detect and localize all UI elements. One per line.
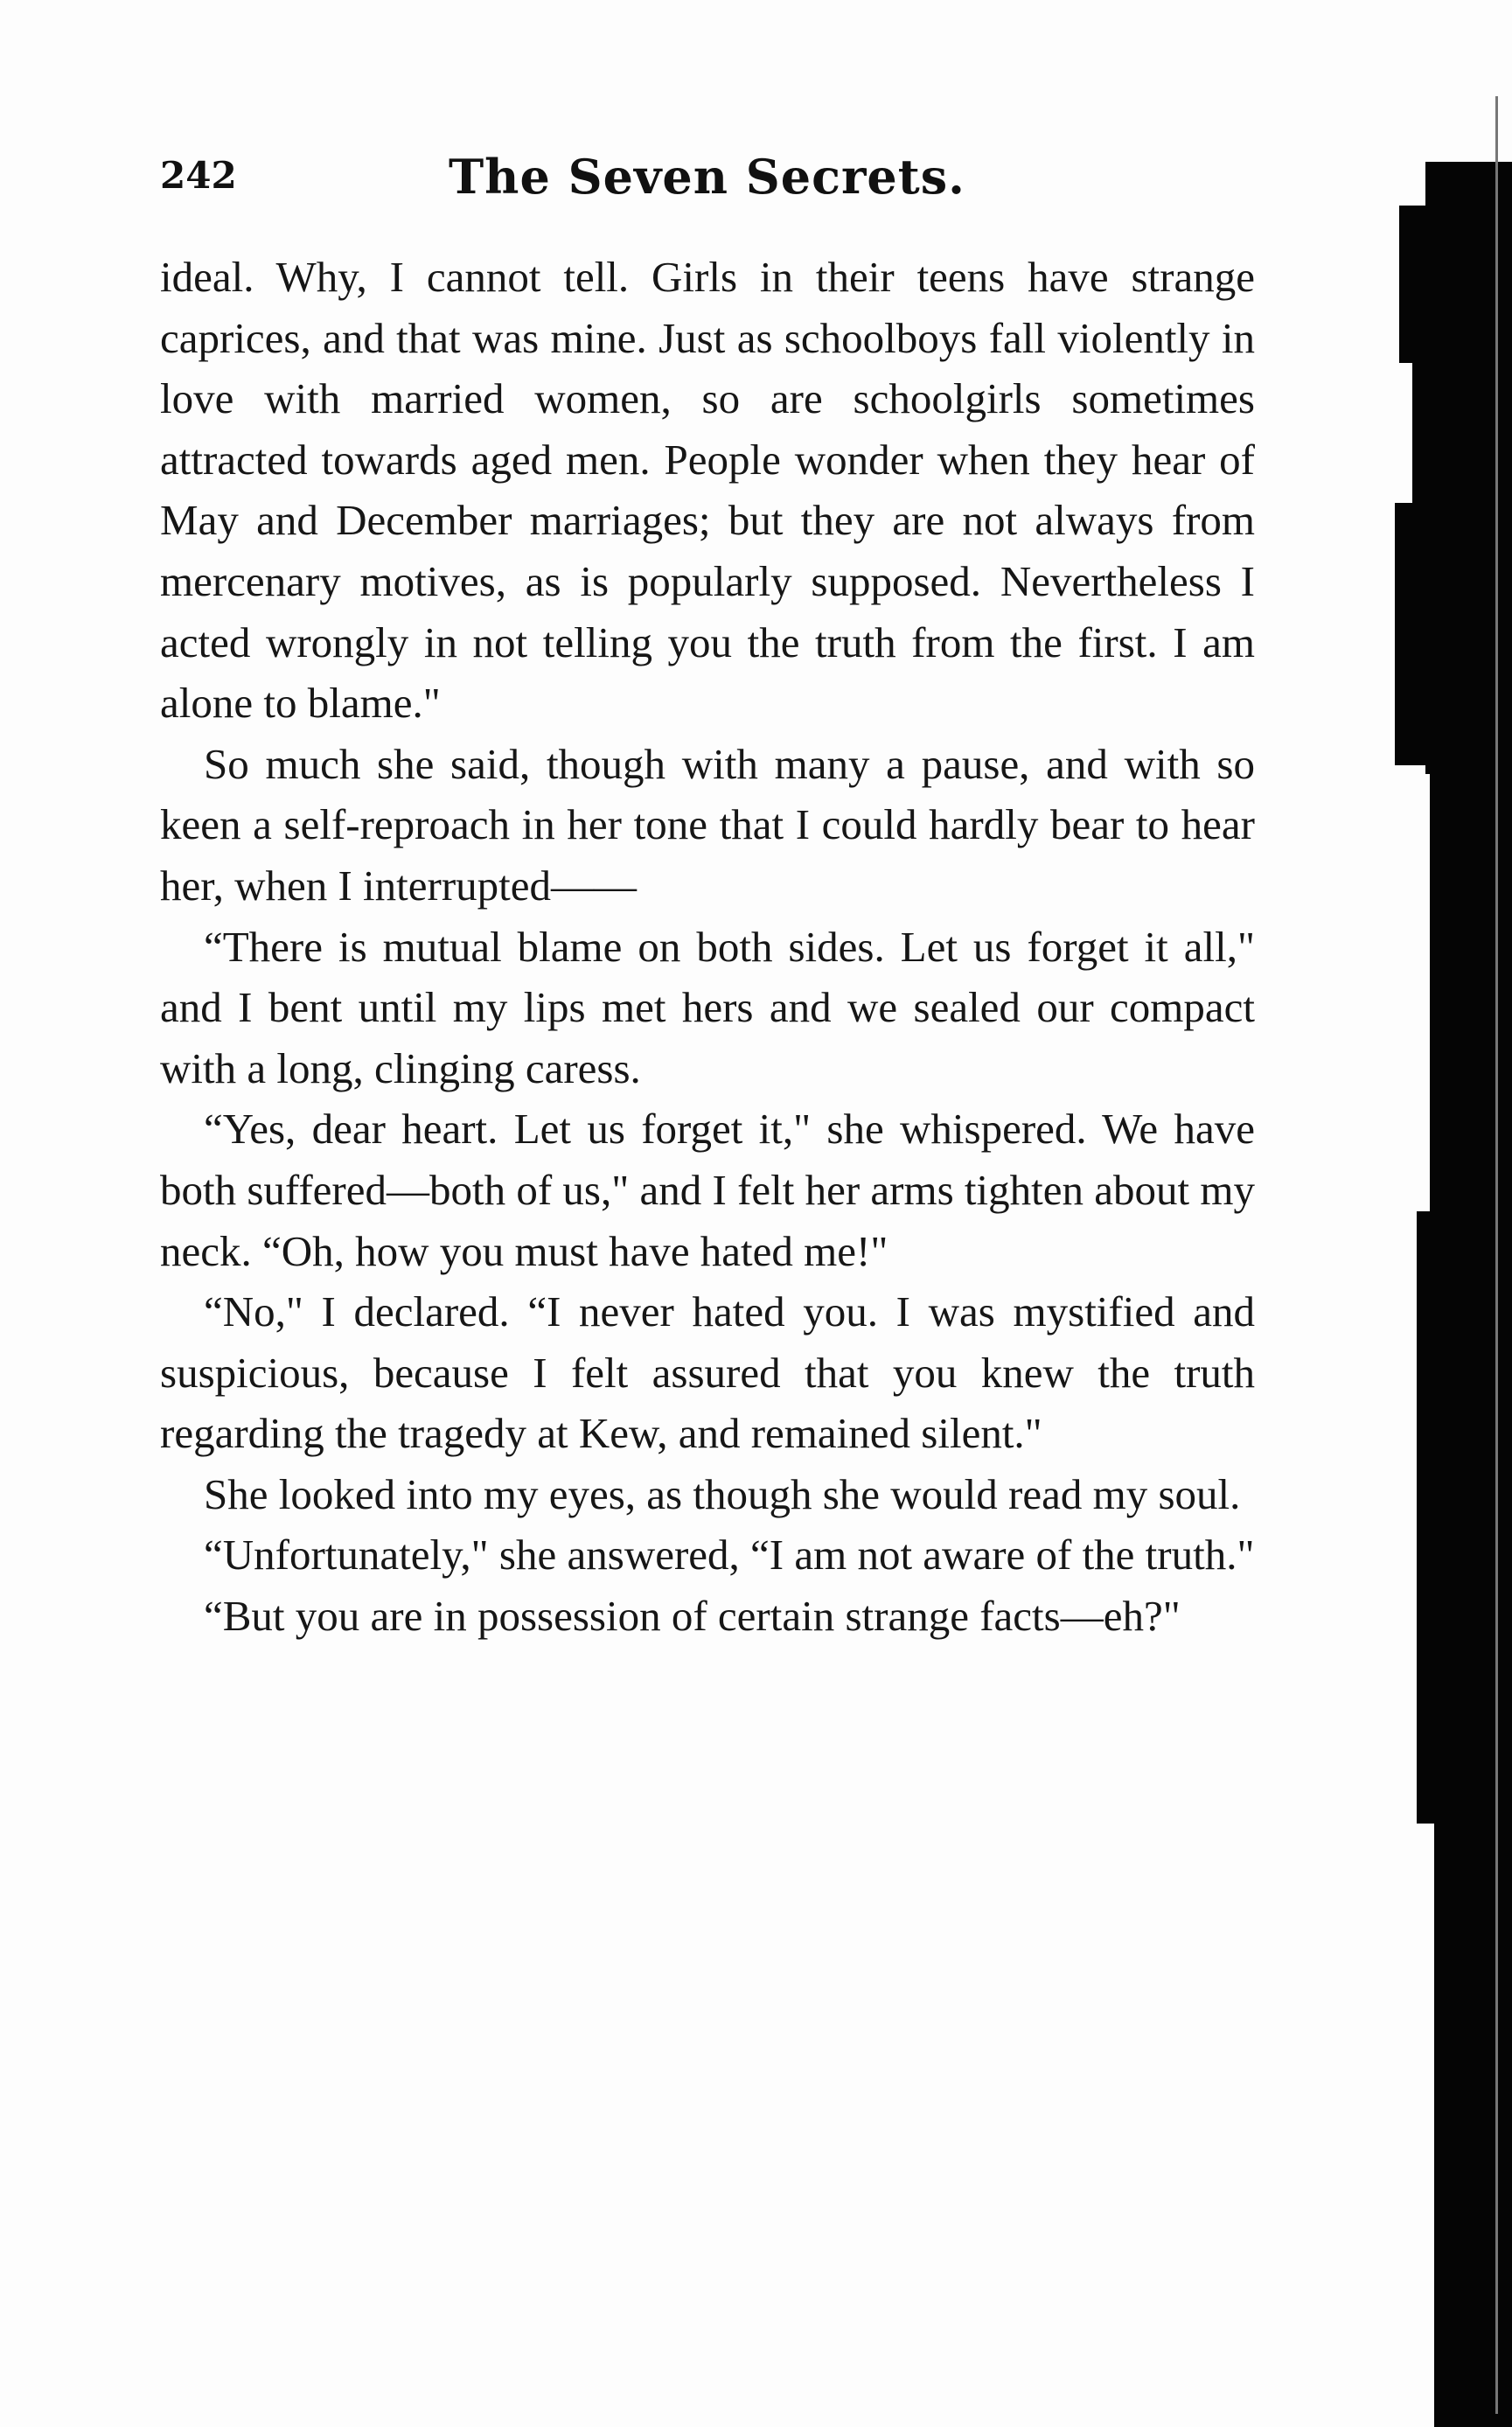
paragraph: “But you are in possession of certain strange facts—eh?" (204, 1592, 1181, 1641)
page-number: 242 (160, 154, 237, 197)
paragraph: She looked into my eyes, as though she would read my soul. (204, 1469, 1241, 1518)
paragraph: ideal. Why, I cannot tell. Girls in their teens have strange caprices, and that was mine. Just as schoolboys fall violently in love with married women, so are schoolgirls sometimes attracted towards aged men. People wonder when they hear of May and December marriages; but they are not always from mercenary motives, as is popularly supposed. Nevertheless I acted wrongly in not telling you the truth from the first. I am alone to blame." (160, 253, 1255, 728)
paragraph: “Yes, dear heart. Let us forget it," she whispered. We have both suffered—both of us," and I felt her arms tighten about my neck. “Oh, how you must have hated me!" (160, 1105, 1255, 1275)
paragraph: “No," I declared. “I never hated you. I was mystified and suspicious, because I felt assured that you knew the truth regarding the tragedy at Kew, and remained silent." (160, 1287, 1255, 1458)
body-text (160, 247, 1255, 1647)
page-header (160, 149, 1255, 227)
paragraph: “There is mutual blame on both sides. Let us forget it all," and I bent until my lips met hers and we sealed our compact with a long, clinging caress. (160, 922, 1255, 1092)
running-title: The Seven Secrets. (449, 149, 965, 205)
paragraph: So much she said, though with many a pause, and with so keen a self-reproach in her tone that I could hardly bear to hear her, when I interrupted—— (160, 739, 1255, 910)
page-edge-line (1495, 96, 1498, 2414)
paragraph: “Unfortunately," she answered, “I am not aware of the truth." (204, 1531, 1255, 1580)
scan-edge-shadow (1382, 153, 1512, 2427)
